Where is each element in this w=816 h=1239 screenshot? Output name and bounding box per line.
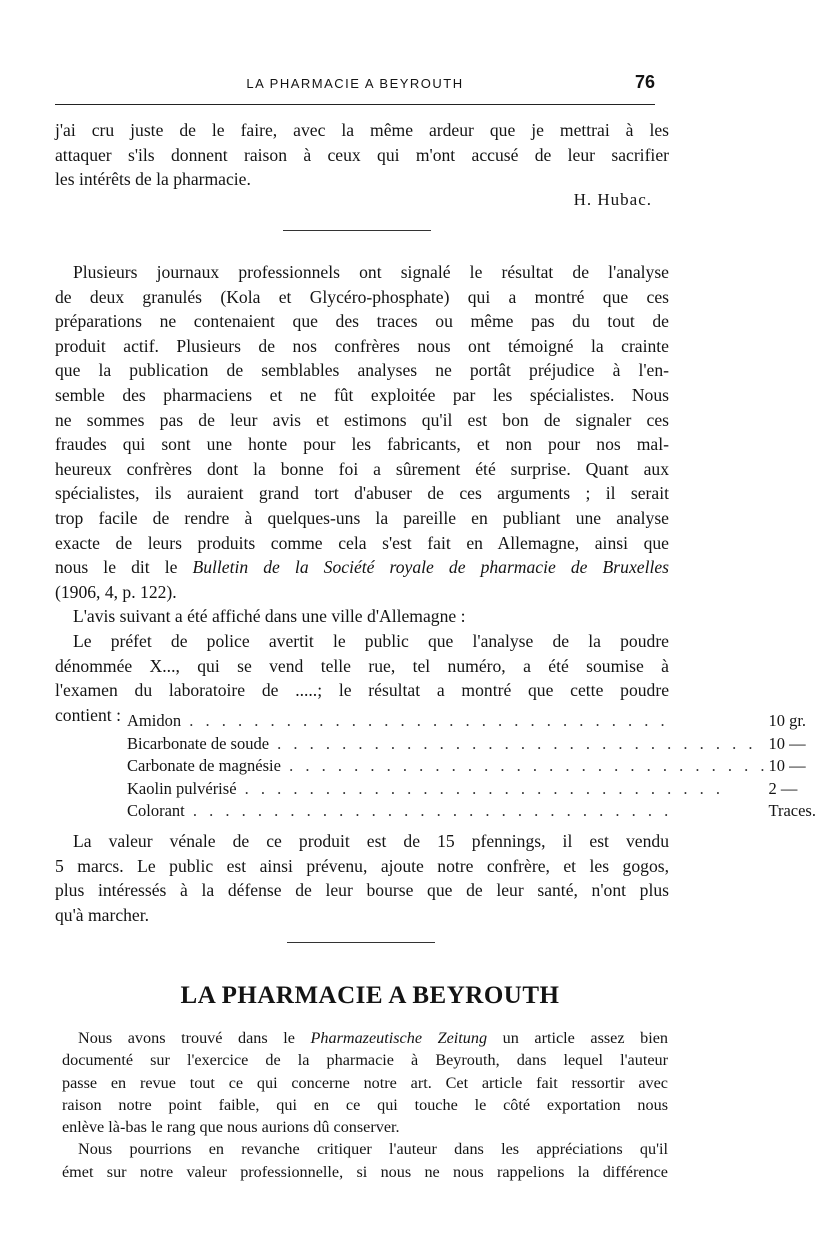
text-line: attaquer s'ils donnent raison à ceux qui m'ont accusé de leur sacrifier [55,144,669,165]
citation-prefix: nous le dit le [55,557,193,578]
text-line: émet sur notre valeur professionnelle, si nous ne nous rappelions la différence [62,1162,668,1181]
ingredient-name: Colorant [127,801,185,821]
text-line [62,1027,668,1049]
journal-title: Pharmazeutische Zeitung [310,1029,488,1047]
separator-rule [287,942,435,943]
table-row [127,800,816,823]
leader-dots: . . . . . . . . . . . . . . . . . . . . . . . . . . . . . . [236,778,725,798]
text-line: L'avis suivant a été affiché dans une ville d'Allemagne : [73,606,466,627]
text-line: j'ai cru juste de le faire, avec la même ardeur que je mettrai à les [55,120,669,140]
ingredient-cell [127,778,768,801]
amount-cell: 10 gr. [768,711,807,731]
article-paragraph-4 [55,829,669,927]
article-paragraph-1 [55,260,669,727]
ingredient-name: Carbonate de magnésie [127,756,281,776]
text-line: les intérêts de la pharmacie. [55,169,251,190]
text-line: produit actif. Plusieurs de nos confrères nous ont témoigné la crainte [55,335,669,356]
text-line: 5 marcs. Le public est ainsi prévenu, ajoute notre confrère, et les gogos, [55,855,669,876]
page-header [55,72,655,100]
text-line: documenté sur l'exercice de la pharmacie à Beyrouth, dans lequel l'auteur [62,1051,668,1070]
text-line: Plusieurs journaux professionnels ont signalé le résultat de l'analyse [73,262,669,282]
text-line: semble des pharmaciens et ne fût exploitée par les spécialistes. Nous [55,384,669,405]
separator-rule [283,230,431,231]
leader-dots: . . . . . . . . . . . . . . . . . . . . . . . . . . . . . . [181,711,669,731]
table-row [127,733,816,756]
citation-title: Bulletin de la Société royale de pharmacie de Bruxelles [192,557,669,578]
signature: H. Hubac. [573,190,652,209]
leader-dots: . . . . . . . . . . . . . . . . . . . . . . . . . . . . . . [269,733,757,753]
text-line: spécialistes, ils auraient grand tort d'abuser de ces arguments ; il serait [55,483,669,504]
citation-line [55,555,669,580]
running-title: LA PHARMACIE A BEYROUTH [246,76,464,91]
citation-reference: (1906, 4, p. 122). [55,581,177,602]
ingredient-cell [127,755,768,778]
text-line: La valeur vénale de ce produit est de 15 pfennings, il est vendu [73,831,669,851]
amount-cell: 2 — [768,778,798,798]
leader-dots: . . . . . . . . . . . . . . . . . . . . . . . . . . . . . . [280,756,769,776]
text-line: préparations ne contenaient que des traces ou même pas du tout de [55,311,669,332]
text-line: Le préfet de police avertit le public que l'analyse de la poudre [73,630,669,651]
amount-cell: Traces. [768,801,816,821]
text-line: dénommée X..., qui se vend telle rue, tel numéro, a été soumise à [55,655,669,676]
text-line: raison notre point faible, qui en ce qui touche le côté exportation nous [62,1095,668,1114]
ingredient-cell [127,800,768,823]
letter-closing-paragraph [55,118,669,192]
text-line: fraudes qui sont une honte pour les fabricants, et non pour nos mal- [55,434,669,455]
text-line: passe en revue tout ce qui concerne notre art. Cet article fait ressortir avec [62,1073,668,1092]
composition-table [127,710,816,823]
amount-cell: 10 — [768,756,806,776]
ingredient-name: Bicarbonate de soude [127,733,270,753]
section-paragraph-1 [62,1027,668,1183]
text-line: plus intéressés à la défense de leur bourse que de leur santé, n'ont plus [55,880,669,901]
text-fragment: un article assez bien [487,1029,668,1047]
header-rule [55,104,655,105]
section-title: LA PHARMACIE A BEYROUTH [180,982,560,1009]
text-line: trop facile de rendre à quelques-uns la pareille en publiant une analyse [55,507,669,528]
ingredient-name: Kaolin pulvérisé [127,778,237,798]
text-line: qu'à marcher. [55,904,150,925]
text-fragment: Nous avons trouvé dans le [78,1029,311,1047]
text-line: heureux confrères dont la bonne foi a sûrement été surprise. Quant aux [55,458,669,479]
page-number: 76 [634,72,655,92]
ingredient-name: Amidon [127,711,182,731]
text-line: exacte de leurs produits comme cela s'est fait en Allemagne, ainsi que [55,532,669,553]
text-line: Nous pourrions en revanche critiquer l'auteur dans les appréciations qu'il [78,1140,668,1159]
text-line: de deux granulés (Kola et Glycéro-phosphate) qui a montré que ces [55,286,669,307]
text-line: ne sommes pas de leur avis et estimons qu'il est bon de signaler ces [55,409,669,430]
text-line: que la publication de semblables analyses ne portât préjudice à l'en- [55,360,669,381]
table-row [127,778,816,801]
text-line: l'examen du laboratoire de .....; le résultat a montré que cette poudre [55,680,669,701]
table-row [127,755,816,778]
text-line: contient : [55,704,121,725]
text-line: enlève là-bas le rang que nous aurions dû conserver. [62,1118,400,1137]
ingredient-cell [127,733,768,756]
table-row [127,710,816,733]
ingredient-cell [127,710,768,733]
leader-dots: . . . . . . . . . . . . . . . . . . . . . . . . . . . . . . [184,801,673,821]
amount-cell: 10 — [768,733,806,753]
